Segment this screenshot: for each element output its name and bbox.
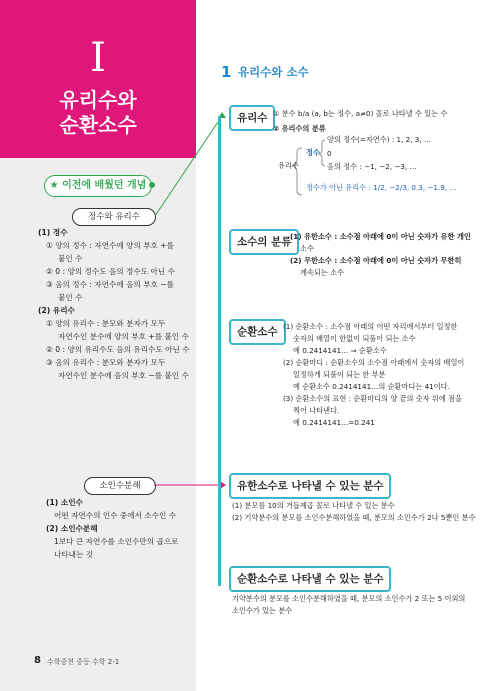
class-root: 유리수 [278,161,299,170]
repeating-lines: (1) 순환소수 : 소수점 아래의 어떤 자리에서부터 일정한 숫자의 배열이 한없이 되풀이 되는 소수 예 0.2414141… ⇒ 순환소수 (2) 순환마디 : 순환소수의 소수점 아래에서 숫자의 배열이 일정하게 되풀이 되는 한 부분 예 순환소수 0.2414141…의 순환마디는 41이다. (3) 순환소수의 표현 : 순환마디의 양 끝의 숫자 위에 점을 찍어 나타낸다. 예 0.2414141…=0.241̇ [283,322,465,427]
section-title: 유리수와 소수 [238,65,309,79]
class-zero: 0 [327,149,332,158]
prior-concepts-badge: ★ 이전에 배웠던 개념 [44,175,152,197]
class-positive-integer: 양의 정수(=자연수) : 1, 2, 3, … [327,135,432,144]
class-non-integer: 정수가 아닌 유리수 : 1/2, −2/3, 0.3, −1.9, … [306,183,457,192]
connector-green [155,116,222,216]
node-decimal: 소수의 분류 [229,229,299,255]
node-finite-fraction: 유한소수로 나타낼 수 있는 분수 [229,473,391,499]
node-cyclic-fraction: 순환소수로 나타낼 수 있는 분수 [229,566,391,592]
section-number: 1 [221,63,232,81]
prior-topic1-lines: (1) 정수 ① 양의 정수 : 자연수에 양의 부호 +를 붙인 수 ② 0 : 양의 정수도 음의 정수도 아닌 수 ③ 음의 정수 : 자연수에 음의 부호 −를 붙인 수 (2) 유리수 ① 양의 유리수 : 분모와 분자가 모두 자연수인 분수에 양의 부호 +를 붙인 수 ② 0 : 양의 유리수도 음의 유리수도 아닌 수 ③ 음의 유리수 : 분모와 분자가 모두 자연수인 분수에 음의 부호 −를 붙인 수 [38,228,190,380]
class-negative-integer: 음의 정수 : −1, −2, −3, … [327,162,417,171]
footer-label: 수학중천 중등 수학 2-1 [47,658,120,666]
cyclic-lines: 기약분수의 분모를 소인수분해하였을 때, 분모의 소인수가 2 또는 5 이외의 소인수가 있는 분수 [232,594,466,615]
prior-topic-pill: 정수와 유리수 [72,208,156,226]
node-repeating: 순환소수 [229,319,286,345]
chapter-number: I [90,35,106,81]
prior-topic2-lines: (1) 소인수 어떤 자연수의 인수 중에서 소수인 수 (2) 소인수분해 1보다 큰 자연수를 소인수만의 곱으로 나타내는 것 [46,498,179,559]
class-integer: 정수 [306,148,320,157]
node-rational: 유리수 [229,105,275,131]
finite-lines: (1) 분모를 10의 거듭제곱 꼴로 나타낼 수 있는 분수 (2) 기약분수의 분모를 소인수분해하였을 때, 분모의 소인수가 2나 5뿐인 분수 [232,501,476,522]
rational-definition: ① 분수 b/a (a, b는 정수, a≠0) 꼴로 나타낼 수 있는 수 [273,109,448,118]
decimal-lines: (1) 유한소수 : 소수점 아래에 0이 아닌 숫자가 유한 개인 소수 (2) 무한소수 : 소수점 아래에 0이 아닌 숫자가 무한히 계속되는 소수 [290,232,471,277]
chapter-title: 유리수와 순환소수 [59,88,137,137]
tree-spine [218,116,221,586]
rational-classify-title: ② 유리수의 분류 [273,124,326,133]
page-number: 8 [34,655,41,666]
prior-topic-pill: 소인수분해 [84,477,156,495]
